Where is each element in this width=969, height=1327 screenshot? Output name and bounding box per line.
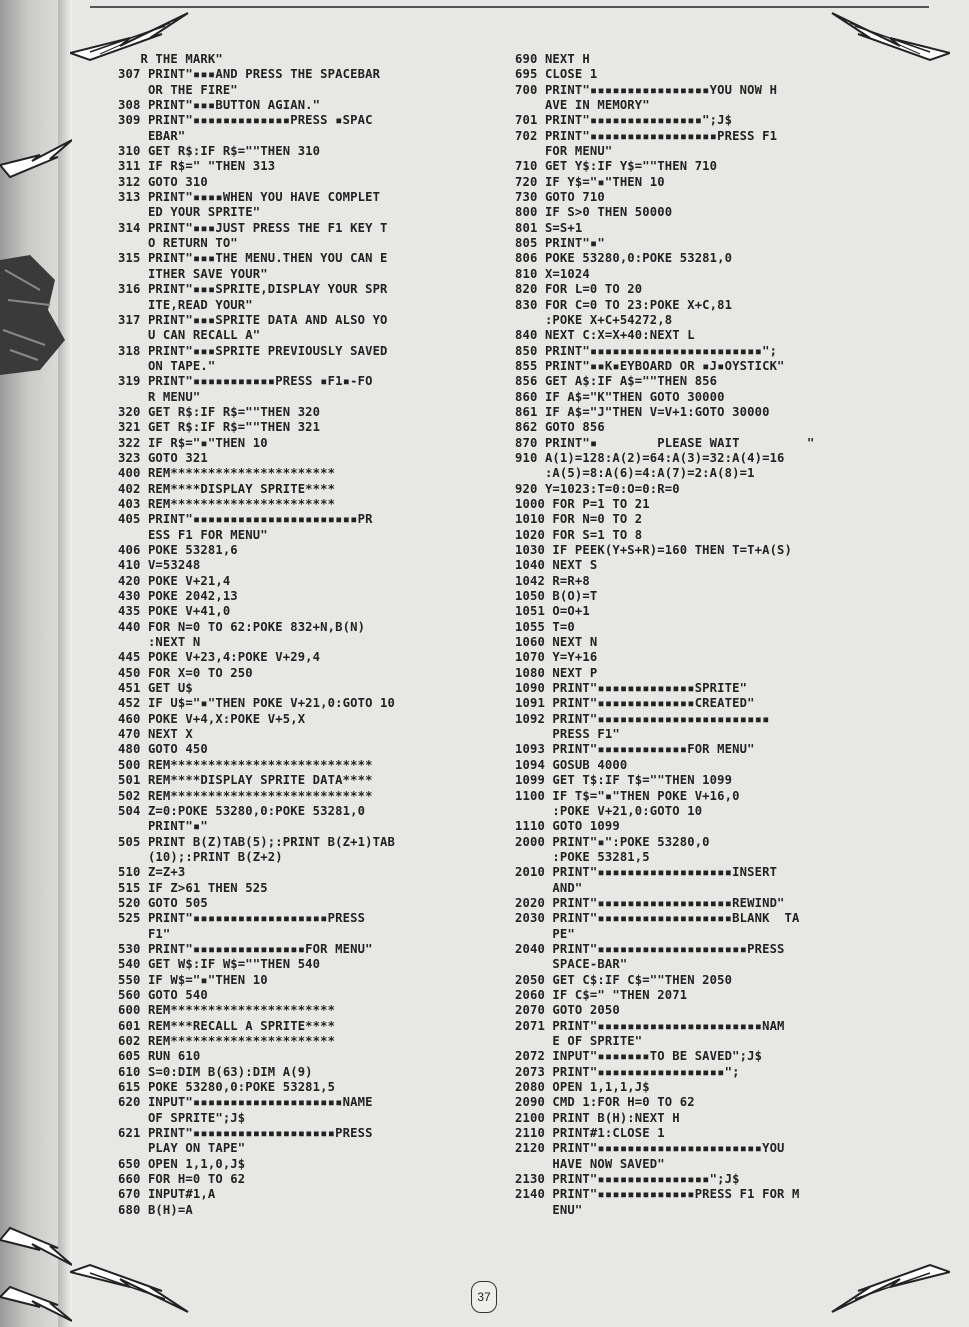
code-line: 730 GOTO 710 [515,190,605,205]
code-line: 315 PRINT"▪▪▪THE MENU.THEN YOU CAN E [118,251,388,266]
code-line: 515 IF Z>61 THEN 525 [118,880,268,895]
code-line: 602 REM********************** [118,1034,336,1048]
code-line: E OF SPRITE" [515,1034,643,1048]
code-line: 2073 PRINT"▪▪▪▪▪▪▪▪▪▪▪▪▪▪▪▪▪"; [515,1064,740,1079]
code-line: 2090 CMD 1:FOR H=0 TO 62 [515,1095,695,1110]
code-line: :POKE X+C+54272,8 [515,312,673,327]
code-line: ON TAPE." [118,358,216,373]
code-line: 560 GOTO 540 [118,987,208,1002]
code-line: HAVE NOW SAVED" [515,1156,665,1171]
code-line: 1020 FOR S=1 TO 8 [515,527,643,542]
code-line: 314 PRINT"▪▪▪JUST PRESS THE F1 KEY T [118,220,388,235]
code-line: 1010 FOR N=0 TO 2 [515,512,643,527]
code-line: O RETURN TO" [118,236,238,251]
code-line: 2050 GET C$:IF C$=""THEN 2050 [515,972,733,987]
code-line: 1030 IF PEEK(Y+S+R)=160 THEN T=T+A(S) [515,543,793,557]
code-line: 862 GOTO 856 [515,420,605,435]
code-line: 695 CLOSE 1 [515,67,598,82]
code-line: PRESS F1" [515,727,620,742]
code-line: 480 GOTO 450 [118,742,208,757]
code-line: 450 FOR X=0 TO 250 [118,665,253,680]
code-line: 800 IF S>0 THEN 50000 [515,205,673,220]
code-line: 605 RUN 610 [118,1049,201,1064]
code-line: 856 GET A$:IF A$=""THEN 856 [515,374,718,389]
code-line: 810 X=1024 [515,266,590,281]
code-line: 500 REM*************************** [118,757,373,772]
code-line: 615 POKE 53280,0:POKE 53281,5 [118,1080,336,1095]
code-line: ENU" [515,1202,583,1217]
code-line: 702 PRINT"▪▪▪▪▪▪▪▪▪▪▪▪▪▪▪▪▪PRESS F1 [515,128,778,143]
code-line: 1100 IF T$="▪"THEN POKE V+16,0 [515,788,740,803]
code-line: 520 GOTO 505 [118,895,208,910]
code-line: AND" [515,880,583,895]
code-line: 406 POKE 53281,6 [118,543,238,557]
code-line: 2100 PRINT B(H):NEXT H [515,1110,680,1125]
code-line: 2070 GOTO 2050 [515,1003,620,1018]
code-line: 1000 FOR P=1 TO 21 [515,496,650,511]
code-line: 1093 PRINT"▪▪▪▪▪▪▪▪▪▪▪▪FOR MENU" [515,742,755,757]
code-line: 400 REM********************** [118,466,336,481]
code-line: 710 GET Y$:IF Y$=""THEN 710 [515,159,718,174]
code-line: OR THE FIRE" [118,82,238,97]
code-line: 1090 PRINT"▪▪▪▪▪▪▪▪▪▪▪▪▪SPRITE" [515,681,748,696]
code-line: ESS F1 FOR MENU" [118,527,268,542]
code-line: 855 PRINT"▪▪K▪EYBOARD OR ▪J▪OYSTICK" [515,358,785,373]
code-line: AVE IN MEMORY" [515,98,650,113]
code-line: 2060 IF C$=" "THEN 2071 [515,987,688,1002]
code-line: 2072 INPUT"▪▪▪▪▪▪▪TO BE SAVED";J$ [515,1049,763,1064]
top-rule [90,6,929,8]
code-line: ITE,READ YOUR" [118,297,253,312]
code-line: 830 FOR C=0 TO 23:POKE X+C,81 [515,297,733,312]
code-line: 309 PRINT"▪▪▪▪▪▪▪▪▪▪▪▪▪PRESS ▪SPAC [118,113,373,128]
code-line: 2110 PRINT#1:CLOSE 1 [515,1126,665,1141]
code-line: 311 IF R$=" "THEN 313 [118,159,276,174]
code-line: 445 POKE V+23,4:POKE V+29,4 [118,650,321,665]
code-line: PE" [515,926,575,941]
margin-scribble-drawing [0,250,70,380]
code-line: ED YOUR SPRITE" [118,205,261,220]
code-line: 1094 GOSUB 4000 [515,757,628,772]
code-line: 1050 B(O)=T [515,589,598,604]
code-line: 801 S=S+1 [515,220,583,235]
code-line: 820 FOR L=0 TO 20 [515,282,643,297]
code-line: 550 IF W$="▪"THEN 10 [118,972,268,987]
code-line: 319 PRINT"▪▪▪▪▪▪▪▪▪▪▪PRESS ▪F1▪-FO [118,374,373,389]
code-line: 620 INPUT"▪▪▪▪▪▪▪▪▪▪▪▪▪▪▪▪▪▪▪▪NAME [118,1095,373,1110]
code-line: 323 GOTO 321 [118,450,208,465]
code-line: 451 GET U$ [118,681,193,696]
code-line: 430 POKE 2042,13 [118,589,238,604]
code-line: 313 PRINT"▪▪▪▪WHEN YOU HAVE COMPLET [118,190,381,205]
code-line: :POKE V+21,0:GOTO 10 [515,803,703,818]
binding-spine [58,0,72,1327]
code-line: 403 REM********************** [118,496,336,511]
code-line: 502 REM*************************** [118,788,373,803]
code-line: 312 GOTO 310 [118,174,208,189]
lightning-bolt-icon [0,1285,72,1325]
code-line: 670 INPUT#1,A [118,1187,216,1202]
code-line: FOR MENU" [515,144,613,159]
code-line: R MENU" [118,389,201,404]
code-line: 1051 O=O+1 [515,604,590,619]
code-line: 501 REM****DISPLAY SPRITE DATA**** [118,773,373,788]
code-line: 1099 GET T$:IF T$=""THEN 1099 [515,773,733,788]
code-line: 870 PRINT"▪ PLEASE WAIT " [515,435,815,450]
code-line: 610 S=0:DIM B(63):DIM A(9) [118,1064,313,1079]
lightning-bolt-icon [0,1225,72,1270]
code-line: 2040 PRINT"▪▪▪▪▪▪▪▪▪▪▪▪▪▪▪▪▪▪▪▪PRESS [515,941,785,956]
code-line: R THE MARK" [118,52,223,66]
code-line: 1060 NEXT N [515,635,598,650]
code-line: 1040 NEXT S [515,558,598,573]
code-line: 701 PRINT"▪▪▪▪▪▪▪▪▪▪▪▪▪▪▪";J$ [515,113,733,128]
code-line: 1042 R=R+8 [515,573,590,588]
code-line: 621 PRINT"▪▪▪▪▪▪▪▪▪▪▪▪▪▪▪▪▪▪▪PRESS [118,1126,373,1141]
code-line: 1091 PRINT"▪▪▪▪▪▪▪▪▪▪▪▪▪CREATED" [515,696,755,711]
code-line: U CAN RECALL A" [118,328,261,343]
code-line: 318 PRINT"▪▪▪SPRITE PREVIOUSLY SAVED [118,343,388,358]
code-line: 860 IF A$="K"THEN GOTO 30000 [515,389,725,404]
code-line: 410 V=53248 [118,558,201,573]
code-line: 2030 PRINT"▪▪▪▪▪▪▪▪▪▪▪▪▪▪▪▪▪▪BLANK TA [515,911,800,926]
code-line: 1110 GOTO 1099 [515,819,620,834]
code-line: 2120 PRINT"▪▪▪▪▪▪▪▪▪▪▪▪▪▪▪▪▪▪▪▪▪▪YOU [515,1141,785,1156]
code-line: OF SPRITE";J$ [118,1110,246,1125]
code-line: 530 PRINT"▪▪▪▪▪▪▪▪▪▪▪▪▪▪▪FOR MENU" [118,941,373,956]
code-line: 650 OPEN 1,1,0,J$ [118,1156,246,1171]
code-line: :A(5)=8:A(6)=4:A(7)=2:A(8)=1 [515,466,755,481]
code-line: 806 POKE 53280,0:POKE 53281,0 [515,251,733,266]
listing-column-left [118,52,480,1218]
code-line: 660 FOR H=0 TO 62 [118,1172,246,1187]
code-line: 2071 PRINT"▪▪▪▪▪▪▪▪▪▪▪▪▪▪▪▪▪▪▪▪▪▪NAM [515,1018,785,1033]
code-line: 1092 PRINT"▪▪▪▪▪▪▪▪▪▪▪▪▪▪▪▪▪▪▪▪▪▪▪ [515,711,770,726]
code-line: 321 GET R$:IF R$=""THEN 321 [118,420,321,435]
code-line: 920 Y=1023:T=0:O=0:R=0 [515,481,680,496]
code-line: 322 IF R$="▪"THEN 10 [118,435,268,450]
code-line: 307 PRINT"▪▪▪AND PRESS THE SPACEBAR [118,67,381,82]
code-line: 310 GET R$:IF R$=""THEN 310 [118,144,321,159]
code-line: 460 POKE V+4,X:POKE V+5,X [118,711,306,726]
code-line: 504 Z=0:POKE 53280,0:POKE 53281,0 [118,803,366,818]
code-line: PRINT"▪" [118,819,208,834]
code-line: 510 Z=Z+3 [118,865,186,880]
code-line: 600 REM********************** [118,1003,336,1018]
code-line: 840 NEXT C:X=X+40:NEXT L [515,328,695,343]
code-line: 850 PRINT"▪▪▪▪▪▪▪▪▪▪▪▪▪▪▪▪▪▪▪▪▪▪▪"; [515,343,778,358]
lightning-bolt-icon [70,1262,190,1317]
code-line: 861 IF A$="J"THEN V=V+1:GOTO 30000 [515,404,770,419]
code-line: 1070 Y=Y+16 [515,650,598,665]
code-line: 440 FOR N=0 TO 62:POKE 832+N,B(N) [118,619,366,634]
code-line: 405 PRINT"▪▪▪▪▪▪▪▪▪▪▪▪▪▪▪▪▪▪▪▪▪▪PR [118,512,373,527]
code-line: 2130 PRINT"▪▪▪▪▪▪▪▪▪▪▪▪▪▪▪";J$ [515,1172,740,1187]
code-line: 1080 NEXT P [515,665,598,680]
code-line: 435 POKE V+41,0 [118,604,231,619]
code-line: 2000 PRINT"▪":POKE 53280,0 [515,834,710,849]
code-line: EBAR" [118,128,186,143]
code-line: 317 PRINT"▪▪▪SPRITE DATA AND ALSO YO [118,312,388,327]
code-line: 402 REM****DISPLAY SPRITE**** [118,481,336,496]
listing-column-right [515,52,875,1218]
code-line: 700 PRINT"▪▪▪▪▪▪▪▪▪▪▪▪▪▪▪▪YOU NOW H [515,82,778,97]
code-line: 2010 PRINT"▪▪▪▪▪▪▪▪▪▪▪▪▪▪▪▪▪▪INSERT [515,865,778,880]
code-line: 2140 PRINT"▪▪▪▪▪▪▪▪▪▪▪▪▪PRESS F1 FOR M [515,1187,800,1202]
code-line: F1" [118,926,171,941]
code-line: 805 PRINT"▪" [515,236,605,251]
code-line: ITHER SAVE YOUR" [118,266,268,281]
code-line: 601 REM***RECALL A SPRITE**** [118,1018,336,1033]
code-line: (10);:PRINT B(Z+2) [118,849,283,864]
code-line: :POKE 53281,5 [515,849,650,864]
code-line: 525 PRINT"▪▪▪▪▪▪▪▪▪▪▪▪▪▪▪▪▪▪PRESS [118,911,366,926]
code-line: 720 IF Y$="▪"THEN 10 [515,174,665,189]
lightning-bolt-icon [0,135,72,180]
code-line: 2020 PRINT"▪▪▪▪▪▪▪▪▪▪▪▪▪▪▪▪▪▪REWIND" [515,895,785,910]
code-line: 316 PRINT"▪▪▪SPRITE,DISPLAY YOUR SPR [118,282,388,297]
code-line: SPACE-BAR" [515,957,628,972]
code-line: 420 POKE V+21,4 [118,573,231,588]
lightning-bolt-icon [830,1262,950,1317]
code-line: 1055 T=0 [515,619,575,634]
code-line: 690 NEXT H [515,52,590,66]
page-number: 37 [471,1281,497,1313]
code-line: 910 A(1)=128:A(2)=64:A(3)=32:A(4)=16 [515,450,785,465]
code-line: :NEXT N [118,635,201,650]
code-line: 452 IF U$="▪"THEN POKE V+21,0:GOTO 10 [118,696,396,711]
code-line: 680 B(H)=A [118,1202,193,1217]
code-line: 320 GET R$:IF R$=""THEN 320 [118,404,321,419]
code-line: 308 PRINT"▪▪▪BUTTON AGIAN." [118,98,321,113]
code-line: 505 PRINT B(Z)TAB(5);:PRINT B(Z+1)TAB [118,834,396,849]
code-line: PLAY ON TAPE" [118,1141,246,1156]
code-line: 470 NEXT X [118,727,193,742]
code-line: 540 GET W$:IF W$=""THEN 540 [118,957,321,972]
code-line: 2080 OPEN 1,1,1,J$ [515,1080,650,1095]
